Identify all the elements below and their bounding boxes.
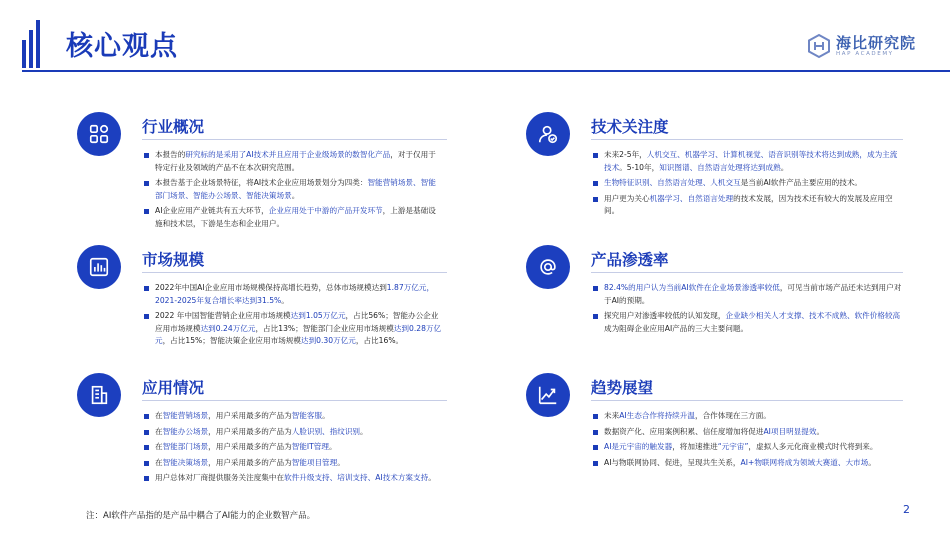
highlight-text: 研究标的是采用了AI技术并且应用于企业级场景的数智化产品: [185, 150, 391, 159]
footnote: 注：AI软件产品指的是产品中耦合了AI能力的企业数智产品。: [86, 511, 316, 521]
highlight-text: 达到0.28万亿元: [155, 323, 442, 346]
highlight-text: 人机交互、机器学习、计算机视觉、语音识别等技术将达到成熟，成为主流技术: [604, 150, 898, 172]
highlight-text: 软件升级支持、培训支持、AI技术方案支持: [284, 473, 429, 483]
body-text: ，用户采用最多的产品为: [208, 426, 292, 436]
body-text: ，可见当前市场产品还未达到用户对于AI的预期。: [604, 283, 902, 305]
body-text: 。: [428, 473, 436, 483]
highlight-text: AI是元宇宙的触发器: [604, 442, 673, 452]
bullet-item: [592, 282, 902, 307]
body-text: 。: [337, 457, 345, 467]
highlight-text: 智能营销场景、智能部门场景、智能办公场景、智能决策场景: [155, 178, 436, 200]
body-text: 的技术发展，因为技术还有较大的发展及应用空间。: [604, 193, 893, 216]
highlight-text: 达到0.24万亿元: [200, 323, 256, 333]
body-text: ，将加速推进: [672, 442, 718, 452]
bullet-item: [143, 441, 443, 454]
bullet-item: [592, 177, 902, 190]
body-text: 用户更为关心: [604, 193, 650, 203]
section-title: 产品渗透率: [591, 251, 669, 269]
body-text: 。: [281, 295, 289, 305]
body-text: 2022年中国AI企业应用市场规模保持高增长趋势，总体市场规模达到: [155, 283, 387, 292]
body-text: ，占比16%。: [355, 336, 404, 346]
bullet-item: [592, 149, 902, 174]
body-text: ，用户采用最多的产品为: [208, 457, 292, 467]
section-underline: [142, 272, 447, 273]
bullet-item: [143, 149, 443, 174]
highlight-text: 达到0.30万亿元: [300, 336, 356, 346]
highlight-text: 智能部门场景: [162, 442, 209, 452]
highlight-text: AI生态合作将持续升温: [619, 411, 695, 420]
header-bars-icon: [22, 20, 42, 68]
highlight-text: AI+物联网将成为领域大赛道、大市场: [740, 457, 869, 467]
ai-user-icon: [526, 112, 570, 156]
logo: [806, 32, 916, 62]
highlight-text: 机器学习、自然语言处理: [649, 193, 734, 203]
bullet-item: [592, 457, 902, 470]
body-text: 未来: [604, 411, 620, 420]
body-text: 。: [360, 426, 368, 436]
body-text: 数据资产化、应用案例积累、信任度增加将促进: [604, 426, 764, 436]
body-text: 是当前AI软件产品主要应用的技术。: [740, 178, 863, 188]
body-text: ，上游是基础设施和技术层，下游是生态和企业用户。: [155, 206, 436, 228]
highlight-text: 企业应用处于中游的产品开发环节: [268, 206, 383, 216]
bullet-item: [592, 441, 902, 454]
bullet-list: [143, 149, 443, 234]
bullet-item: [143, 177, 443, 202]
body-text: 。5-10年，: [619, 162, 660, 172]
body-text: 在: [155, 411, 163, 420]
bullet-item: [143, 282, 443, 307]
body-text: 在: [155, 426, 163, 436]
grid-icon: [77, 112, 121, 156]
highlight-text: 智能决策场景: [162, 457, 209, 467]
bar-chart-icon: [77, 245, 121, 289]
body-text: ，占比15%；智能决策企业应用市场规模: [162, 336, 301, 346]
bullet-item: [592, 426, 902, 439]
body-text: ，占比13%；智能部门企业应用市场规模: [255, 323, 394, 333]
bullet-item: [143, 205, 443, 230]
body-text: AI与物联网协同、促进，呈现共生关系，: [604, 457, 741, 467]
highlight-text: 智能办公场景: [162, 426, 209, 436]
section-underline: [591, 139, 903, 140]
body-text: 在: [155, 457, 163, 467]
bullet-item: [592, 193, 902, 218]
section-underline: [142, 139, 447, 140]
bullet-item: [143, 310, 443, 348]
bullet-list: [143, 410, 443, 488]
body-text: 在: [155, 442, 163, 452]
bullet-item: [592, 310, 902, 335]
body-text: ，用户采用最多的产品为: [208, 411, 292, 420]
highlight-text: 智能项目管理: [291, 457, 338, 467]
body-text: 。: [291, 190, 300, 200]
bullet-item: [143, 472, 443, 485]
highlight-text: 知识图谱、自然语言处理将达到成熟: [659, 162, 781, 172]
bullet-list: [592, 410, 902, 472]
body-text: 。: [868, 457, 876, 467]
section-title: 趋势展望: [591, 379, 654, 397]
header-divider: [22, 70, 950, 72]
highlight-text: 智能营销场景: [162, 411, 209, 420]
logo-subtitle: HAP ACADEMY: [836, 51, 894, 57]
body-text: ，对于仅用于特定行业及领域的产品不在本次研究范围。: [155, 150, 436, 172]
section-title: 行业概况: [142, 118, 205, 136]
body-text: ，占比56%；智能办公企业应用市场规模: [155, 311, 439, 333]
highlight-text: 智能IT管理: [291, 442, 329, 452]
logo-mark-icon: [806, 33, 832, 59]
bullet-item: [143, 426, 443, 439]
bullet-list: [143, 282, 443, 351]
section-underline: [591, 272, 903, 273]
body-text: 本报告基于企业场景特征，将AI技术企业应用场景划分为四类：: [155, 178, 368, 188]
body-text: 用户总体对厂商提供服务关注度集中在: [155, 473, 285, 483]
highlight-text: 智能客服: [291, 411, 323, 420]
body-text: 。: [816, 426, 825, 436]
logo-name: 海比研究院: [836, 34, 917, 52]
bullet-item: [143, 457, 443, 470]
highlight-text: 生物特征识别、自然语言处理、人机交互: [604, 178, 741, 188]
highlight-text: 达到1.05万亿元: [290, 311, 346, 321]
body-text: ，虚拟人多元化商业模式时代将到来。: [748, 442, 878, 452]
body-text: 成为阻碍企业应用AI产品的三大主要问题。: [604, 323, 749, 333]
body-text: 未来2-5年，: [604, 150, 647, 159]
bullet-list: [592, 149, 902, 221]
body-text: 。: [780, 162, 789, 172]
page-number: 2: [903, 503, 910, 516]
highlight-text: 人脸识别、指纹识别: [291, 426, 361, 436]
highlight-text: AI项目明显提效: [763, 426, 817, 436]
highlight-text: 82.4%的用户认为当前AI软件在企业场景渗透率较低: [604, 283, 780, 292]
highlight-text: 1.87万亿元，2021-2025年复合增长率达到31.5%: [155, 283, 435, 305]
body-text: ，合作体现在三方面。: [694, 411, 771, 420]
section-title: 技术关注度: [591, 118, 669, 136]
section-underline: [142, 400, 447, 401]
highlight-text: 企业缺少相关人才支撑、技术不成熟、软件价格较高: [725, 311, 901, 321]
page-title: 核心观点: [66, 31, 178, 62]
body-text: 2022 年中国智能营销企业应用市场规模: [155, 311, 291, 321]
body-text: 探究用户对渗透率较低的认知发现，: [604, 311, 726, 321]
trend-chart-icon: [526, 373, 570, 417]
section-title: 应用情况: [142, 379, 205, 397]
section-title: 市场规模: [142, 251, 205, 269]
bullet-item: [143, 410, 443, 423]
body-text: 。: [328, 442, 337, 452]
section-underline: [591, 400, 903, 401]
body-text: AI企业应用产业链共有五大环节，: [155, 206, 269, 216]
body-text: 本报告的: [155, 150, 186, 159]
bullet-item: [592, 410, 902, 423]
bullet-list: [592, 282, 902, 338]
body-text: 。: [322, 411, 330, 420]
highlight-text: “元宇宙”: [717, 442, 749, 452]
at-sign-icon: [526, 245, 570, 289]
body-text: ，用户采用最多的产品为: [208, 442, 292, 452]
building-icon: [77, 373, 121, 417]
